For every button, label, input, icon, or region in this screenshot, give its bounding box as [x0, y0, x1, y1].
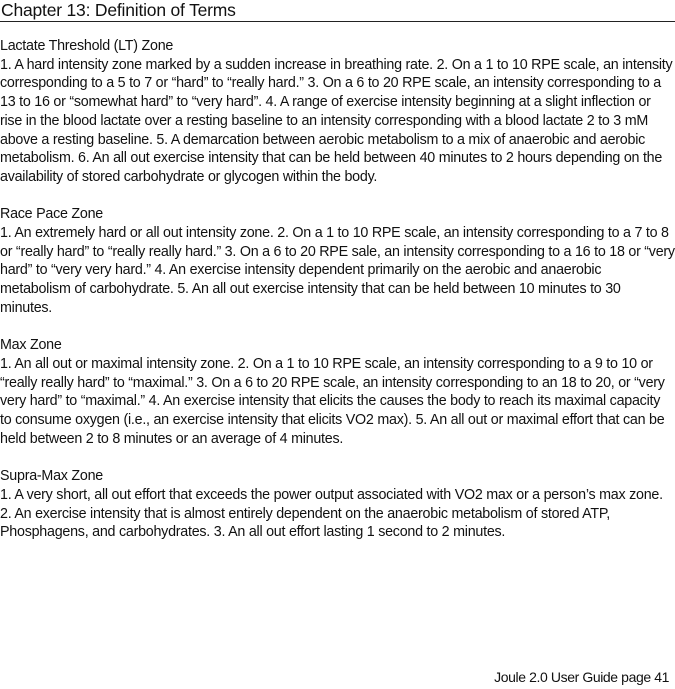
definition-heading: Race Pace Zone [0, 206, 103, 223]
definition-lactate-threshold-zone [0, 37, 675, 187]
page-header [0, 0, 675, 22]
definition-heading: Lactate Threshold (LT) Zone [0, 38, 174, 54]
definition-race-pace-zone [0, 205, 675, 317]
definition-text: 1. A hard intensity zone marked by a sudden increase in breathing rate. 2. On a 1 to 10 RPE scale, an intensity corresponding to a 5 to 7 or “hard” to “really hard.” 3. On a 6 to 20 RPE scale, an intensity corresponding to a 13 to 16 or “somewhat hard” to “very hard”. 4. A range of exercise intensity beginning at a slight inflection or rise in the blood lactate over a resting baseline to an intensity corresponding with a blood lactate 2 to 3 mM above a resting baseline. 5. A demarcation between aerobic metabolism to a mix of anaerobic and aerobic metabolism. 6. An all out exercise intensity that can be held between 40 minutes to 2 hours depending on the availability of stored carbohydrate or glycogen within the body. [0, 56, 673, 185]
definition-supra-max-zone [0, 467, 675, 542]
definition-heading: Supra-Max Zone [0, 468, 103, 485]
definition-text: 1. A very short, all out effort that exceeds the power output associated with VO2 max or a person’s max zone. 2. An exercise intensity that is almost entirely dependent on the anaerobic metabolism of stored ATP, Phosphagens, and carbohydrates. 3. An all out effort lasting 1 second to 2 minutes. [0, 486, 663, 541]
definitions-list [0, 37, 675, 561]
page-footer: Joule 2.0 User Guide page 41 [494, 669, 669, 685]
definition-heading: Max Zone [0, 337, 62, 354]
definition-max-zone [0, 336, 675, 448]
definition-text: 1. An all out or maximal intensity zone. 2. On a 1 to 10 RPE scale, an intensity corresponding to a 9 to 10 or “really really hard” to “maximal.” 3. On a 6 to 20 RPE scale, an intensity corresponding to an 18 to 20, or “very very hard” to “maximal.” 4. An exercise intensity that elicits the causes the body to reach its maximal capacity to consume oxygen (i.e., an exercise intensity that elicits VO2 max). 5. An all out or maximal effort that can be held between 2 to 8 minutes or an average of 4 minutes. [0, 355, 665, 447]
chapter-title: Chapter 13: Definition of Terms [1, 0, 236, 20]
definition-text: 1. An extremely hard or all out intensity zone. 2. On a 1 to 10 RPE scale, an intensity corresponding to a 7 to 8 or “really hard” to “really really hard.” 3. On a 6 to 20 RPE sale, an intensity corresponding to a 16 to 18 or “very hard” to “very very hard.” 4. An exercise intensity dependent primarily on the aerobic and anaerobic metabolism of carbohydrate. 5. An all out exercise intensity that can be held between 10 minutes to 30 minutes. [0, 225, 675, 316]
